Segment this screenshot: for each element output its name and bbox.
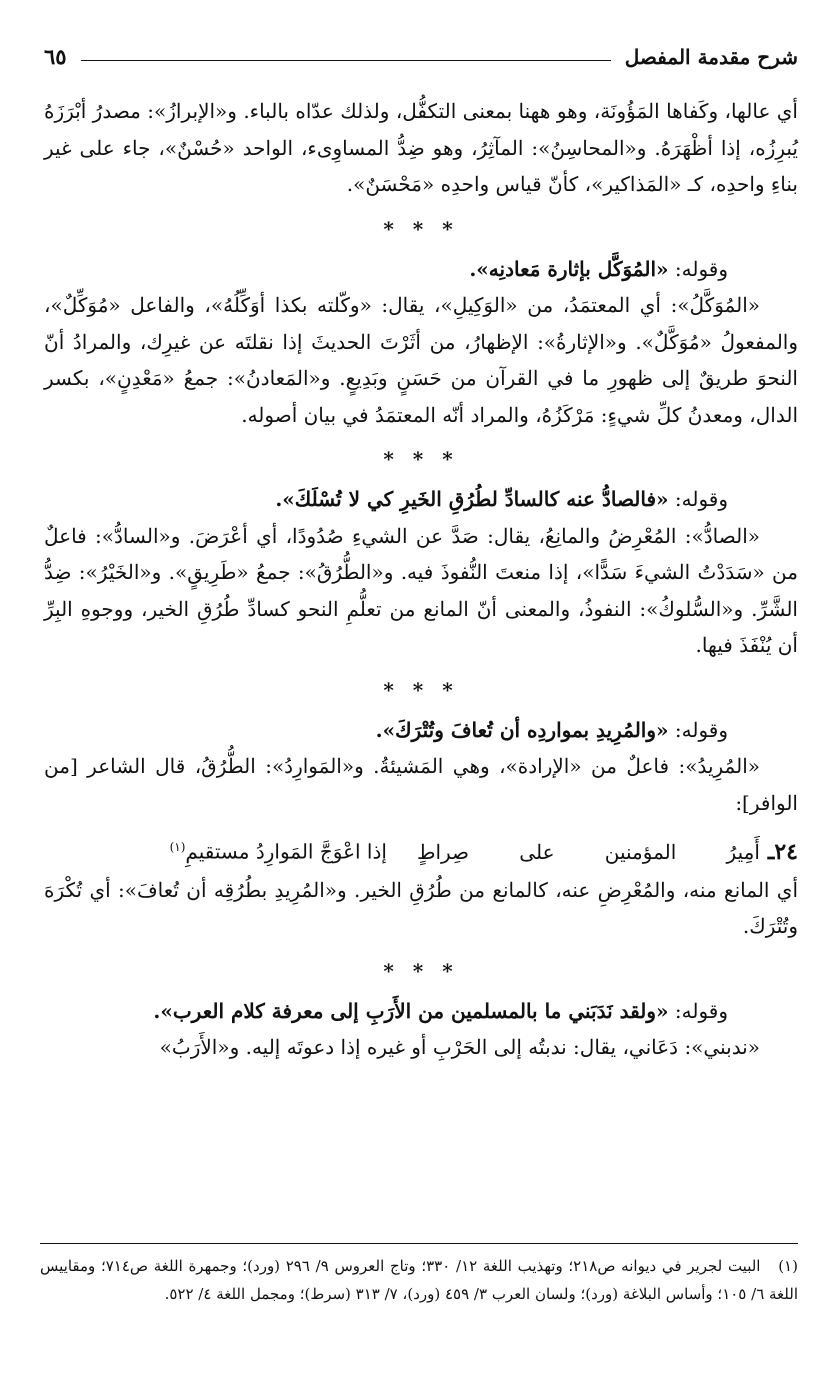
verse-number: ٢٤ـ: [767, 838, 798, 865]
quote-text: «المُوَكَّل بإثارة مَعادنِه».: [469, 256, 669, 281]
page-number: ٦٥: [44, 44, 67, 69]
quote-intro: وقوله:: [674, 998, 728, 1023]
quote-line-3: [44, 712, 728, 749]
page-header: [44, 44, 798, 69]
section-separator: * * *: [383, 958, 459, 983]
paragraph-1: أي عالها، وكَفاها المَؤُونَة، وهو ههنا بمعنى التكفُّل، ولذلك عدّاه بالباء. و«الإبرازُ»: مصدرُ أبْرَزَهُ يُبرِزُه، إذا أظْهَرَهُ. و«المحاسِنُ»: المآثِرُ، وهو ضِدُّ المساوِىء، الواحد «حُسْنٌ»، جاء على غير بناءِ واحدِه، كـ «المَذاكير»، كأنّ قياس واحدِه «مَحْسَنٌ».: [44, 99, 798, 196]
header-rule: [81, 60, 611, 61]
section-separator: * * *: [383, 677, 459, 702]
quote-intro: وقوله:: [674, 487, 728, 511]
quote-line-2: [44, 481, 728, 518]
poetry-verse: [44, 827, 798, 872]
section-separator: * * *: [383, 447, 459, 471]
paragraph-4: «المُرِيدُ»: فاعلٌ من «الإرادة»، وهي المَشيئةُ. و«المَوارِدُ»: الطُّرُقُ، قال الشاعر [من الوافر]:: [44, 754, 798, 815]
footnote-item: [40, 1252, 798, 1308]
quote-text: «فالصادُّ عنه كالسادِّ لطُرُقِ الخَيرِ كي لا تُسْلَكَ».: [275, 487, 669, 511]
paragraph-6: «ندبني»: دَعَاني، يقال: ندبتُه إلى الحَرْبِ أو غيره إذا دعوتَه إليه. و«الأَرَبُ»: [159, 1035, 760, 1060]
footnotes-section: [40, 1243, 798, 1308]
paragraph-3: «الصادُّ»: المُعْرِضُ والمانِعُ، يقال: صَدَّ عن الشيءِ صُدُودًا، أي أعْرَضَ. و«السادُّ»: فاعلٌ من «سَدَدْتُ الشيءَ سَدًّا»، إذا منعتَ النُّفوذَ فيه. و«الطُّرُقُ»: جمعُ «طَرِيقٍ». و«الخَيْرُ»: ضِدُّ الشَّرِّ. و«السُّلوكُ»: النفوذُ، والمعنى أنّ المانع من تعلُّمِ النحو كسادِّ طُرُقِ الخير، ووجوهِ البِرِّ أن يُنْفَذَ فيها.: [44, 523, 798, 657]
quote-line-1: [44, 251, 728, 288]
quote-intro: وقوله:: [674, 717, 728, 742]
footnote-reference[interactable]: (١): [169, 840, 186, 854]
quote-text: «والمُرِيدِ بمواردِه أن تُعافَ وتُتْرَكَ».: [375, 717, 669, 742]
quote-intro: وقوله:: [674, 256, 728, 281]
section-separator: * * *: [383, 216, 459, 241]
paragraph-2: «المُوَكَّلُ»: أي المعتمَدُ، من «الوَكِيلِ»، يقال: «وكّلته بكذا أوَكِّلُهُ»، والفاعل «مُوَكِّلٌ»، والمفعولُ «مُوَكَّلٌ». و«الإثارةُ»: الإظهارُ، من أثَرْتَ الحديثَ إذا نقلتَه عن غيرِك، والمرادُ أنّ النحوَ طريقٌ إلى ظهورِ ما في القرآن من حَسَنٍ وبَدِيعٍ. و«المَعادنُ»: جمعُ «مَعْدِنٍ»، بكسر الدال، ومعدنُ كلِّ شيءٍ: مَرْكَزُهُ، والمراد أنّه المعتمَدُ في بيان أصوله.: [44, 293, 798, 427]
footnote-text: البيت لجرير في ديوانه ص٢١٨؛ وتهذيب اللغة ١٢/ ٣٣٠؛ وتاج العروس ٩/ ٢٩٦ (ورد)؛ وجمهرة اللغة ص٧١٤؛ ومقاييس اللغة ٦/ ١٠٥؛ وأساس البلاغة (ورد)؛ ولسان العرب ٣/ ٤٥٩ (ورد)، ٧/ ٣١٣ (سرط)؛ ومجمل اللغة ٤/ ٥٢٢.: [40, 1257, 798, 1303]
quote-text: «ولقد نَدَبَني ما بالمسلمين من الأَرَبِ إلى معرفة كلام العرب».: [153, 998, 669, 1023]
running-title: شرح مقدمة المفصل: [624, 44, 798, 69]
paragraph-5: أي المانع منه، والمُعْرِضِ عنه، كالمانع من طُرُقِ الخير. و«المُرِيدِ بطُرُقِه أن تُعافَ»: أي تُكْرَهَ وتُتْرَكَ.: [44, 877, 798, 939]
verse-hemistich-2: [44, 827, 387, 872]
verse-hemistich-2-text: إذا اعْوَجَّ المَوارِدُ مستقيمِ: [185, 839, 387, 864]
quote-line-4: [44, 993, 728, 1030]
verse-hemistich-1: أَمِيرُ المؤمنين على صِراطٍ: [416, 839, 760, 864]
footnote-marker: (١): [778, 1257, 798, 1275]
